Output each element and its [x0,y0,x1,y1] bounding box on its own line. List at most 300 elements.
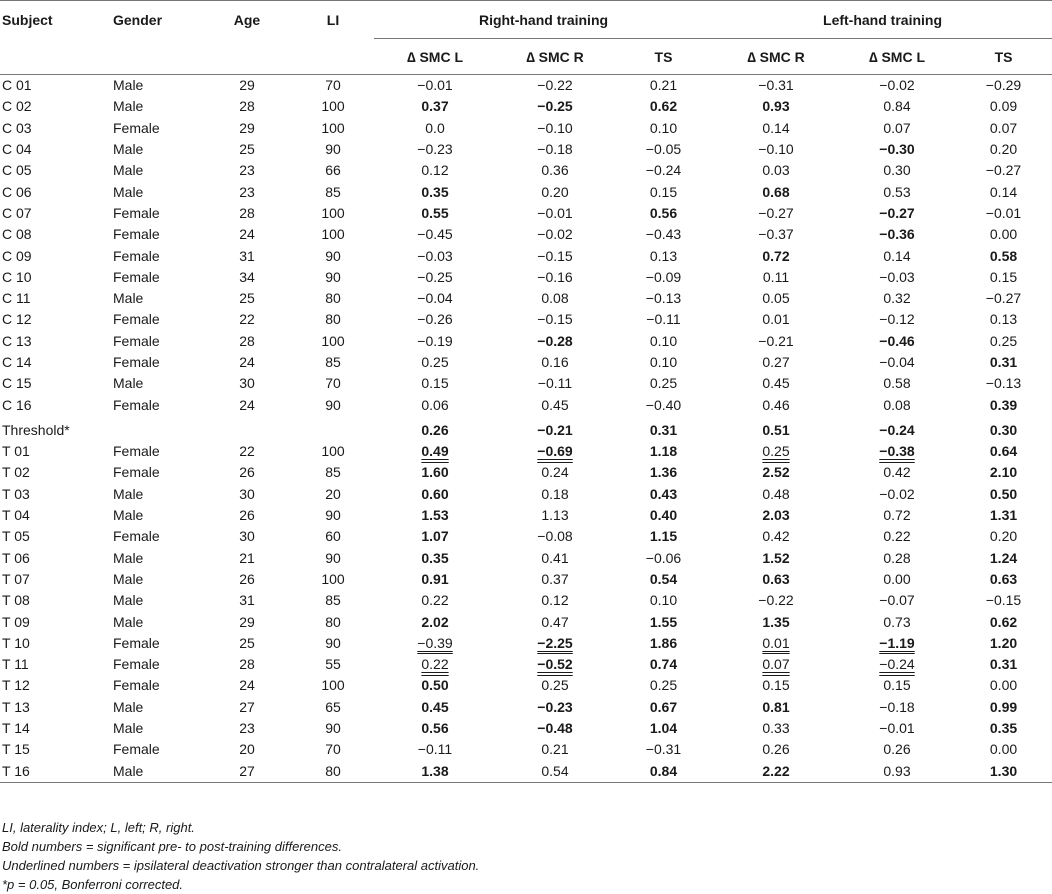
gender-cell: Female [113,119,160,136]
table-row [0,654,1052,675]
value: −0.12 [879,311,915,328]
value-cell [374,96,496,117]
li-cell: 90 [325,634,341,651]
value: 0.35 [421,183,449,200]
value: −0.08 [537,528,573,545]
value-cell [374,462,496,483]
table-row [0,590,1052,611]
gender-cell: Male [113,141,144,158]
value-cell [374,505,496,526]
col-right-delta-smc-r: ∆ SMC R [526,48,584,65]
value: 0.15 [421,375,449,392]
age-cell: 20 [239,741,255,758]
table-row [0,75,1052,97]
table-row [0,526,1052,547]
value-cell [955,331,1052,352]
value: 0.35 [989,720,1018,737]
value: −0.18 [537,141,573,158]
value: −0.23 [537,698,573,715]
value-cell [713,611,839,632]
value: 0.10 [649,354,678,370]
value-cell [614,203,713,224]
li-cell: 66 [325,162,341,179]
table-row [0,224,1052,245]
value-cell [839,484,955,505]
gender-cell: Female [113,204,160,221]
value: −1.19 [879,634,915,651]
value-cell [496,139,614,160]
value-cell [614,96,713,117]
value: 0.45 [541,396,569,413]
gender-cell: Female [113,396,160,413]
value: 0.56 [649,204,678,221]
value-cell [713,675,839,696]
table-row [0,739,1052,760]
gender-cell: Female [113,332,160,349]
li-cell: 20 [325,485,341,502]
value: 0.73 [883,613,911,630]
value-cell [614,505,713,526]
value: 0.56 [421,720,449,737]
value-cell [496,224,614,245]
value: 0.30 [989,421,1018,438]
value: 0.48 [762,485,790,502]
value: 0.27 [762,354,790,370]
value: 0.20 [989,528,1018,545]
value: 0.25 [649,677,678,694]
age-cell: 26 [239,570,255,587]
value-cell [374,611,496,632]
li-cell: 85 [325,354,341,370]
gender-cell: Female [113,247,160,264]
value-cell [839,160,955,181]
value-cell [374,441,496,462]
value: 0.58 [883,375,911,392]
value-cell [614,420,713,441]
value-cell [839,420,955,441]
value-cell [374,352,496,373]
value-cell [374,420,496,441]
value-cell [839,203,955,224]
age-cell: 28 [239,98,255,115]
value-cell [955,611,1052,632]
value: 0.06 [421,396,449,413]
value-cell [614,245,713,266]
age-cell: 31 [239,592,255,609]
value-cell [955,484,1052,505]
table-row [0,118,1052,139]
col-age: Age [233,11,261,28]
value: 0.31 [649,421,678,438]
value: −0.22 [537,77,573,94]
value-cell [713,548,839,569]
gender-cell: Female [113,354,160,370]
value-cell [374,739,496,760]
value: 0.12 [541,592,569,609]
value: −0.04 [417,290,453,307]
gender-cell: Male [113,720,144,737]
value: 0.25 [541,677,569,694]
value-cell [614,160,713,181]
value-cell [713,160,839,181]
value: 0.07 [989,119,1018,136]
value: −0.25 [417,268,453,285]
value: −0.11 [417,741,453,758]
value-cell [955,739,1052,760]
value: 2.02 [421,613,449,630]
value-cell [496,245,614,266]
gender-cell: Female [113,268,160,285]
value: −0.16 [537,268,573,285]
value: −0.01 [879,720,915,737]
value-cell [713,654,839,675]
age-cell: 27 [239,698,255,715]
subject-cell: C 05 [2,162,32,179]
value-cell [614,654,713,675]
subject-cell: C 10 [2,268,32,285]
value: 0.42 [762,528,790,545]
value-cell [496,203,614,224]
value-cell [955,548,1052,569]
value-cell [614,548,713,569]
subject-cell: C 14 [2,354,32,370]
value-cell [614,181,713,202]
value-cell [955,590,1052,611]
value-cell [614,373,713,394]
value-cell [374,118,496,139]
value: −0.03 [879,268,915,285]
value: 1.07 [421,528,449,545]
age-cell: 25 [239,290,255,307]
value: 0.21 [649,77,678,94]
value-cell [839,505,955,526]
value-cell [955,761,1052,783]
value: 1.30 [989,762,1018,779]
threshold-label: Threshold* [2,421,70,438]
value-cell [496,633,614,654]
age-cell: 23 [239,183,255,200]
age-cell: 23 [239,720,255,737]
value: 1.52 [762,549,790,566]
value: 2.52 [762,464,790,481]
li-cell: 90 [325,396,341,413]
value: 0.14 [762,119,790,136]
table-header [0,1,1052,75]
value: −0.06 [645,549,682,566]
col-gender: Gender [113,11,163,28]
footnote-abbreviations: LI, laterality index; L, left; R, right. [2,820,195,835]
footnote-bold: Bold numbers = significant pre- to post-training differences. [2,839,342,854]
value-cell [496,611,614,632]
value-cell [713,203,839,224]
value: 0.62 [649,98,678,115]
value: 0.67 [649,698,678,715]
value: −0.23 [417,141,453,158]
value: −0.40 [645,396,682,413]
value-cell [614,569,713,590]
value-cell [614,441,713,462]
value-cell [496,718,614,739]
value-cell [955,267,1052,288]
value: −0.09 [645,268,682,285]
value-cell [374,245,496,266]
value: −0.21 [537,421,573,438]
value-cell [713,633,839,654]
value-cell [955,420,1052,441]
value-cell [374,633,496,654]
value-cell [713,288,839,309]
subject-cell: T 04 [2,507,30,524]
subject-cell: T 01 [2,443,30,460]
value: −0.48 [537,720,573,737]
value: −0.21 [758,332,794,349]
value: 0.25 [649,375,678,392]
value-cell [374,569,496,590]
age-cell: 24 [239,677,255,694]
value: 1.86 [649,634,678,651]
li-cell: 80 [325,762,341,779]
value-cell [614,462,713,483]
table-row [0,373,1052,394]
value-cell [839,373,955,394]
value: −0.52 [537,656,573,673]
value-cell [496,352,614,373]
gender-cell: Male [113,485,144,502]
value: 1.60 [421,464,449,481]
value-cell [713,118,839,139]
col-right-delta-smc-l: ∆ SMC L [406,48,463,65]
subject-cell: T 13 [2,698,30,715]
value-cell [374,331,496,352]
gender-cell: Female [113,741,160,758]
value: 0.63 [762,570,790,587]
table-row [0,611,1052,632]
value: −0.15 [537,247,573,264]
value-cell [839,590,955,611]
value-cell [496,675,614,696]
value-cell [496,526,614,547]
value-cell [839,526,955,547]
value-cell [713,420,839,441]
value: 0.32 [883,290,911,307]
value: 0.08 [541,290,569,307]
value-cell [614,331,713,352]
value-cell [955,245,1052,266]
value-cell [955,288,1052,309]
table-row [0,352,1052,373]
value-cell [713,245,839,266]
gender-cell: Male [113,290,144,307]
value: 0.84 [883,98,911,115]
value-cell [496,505,614,526]
age-cell: 29 [239,613,255,630]
value-cell [955,675,1052,696]
age-cell: 30 [239,485,255,502]
value: 0.05 [762,290,790,307]
value: 0.58 [989,247,1018,264]
gender-cell: Male [113,375,144,392]
value: 0.49 [421,443,449,460]
value-cell [713,373,839,394]
footnote-threshold: *p = 0.05, Bonferroni corrected. [2,877,184,892]
value: 0.10 [649,332,678,349]
table-row [0,569,1052,590]
value: 0.46 [762,396,790,413]
col-left-ts: TS [994,48,1013,65]
value-cell [374,373,496,394]
value-cell [614,526,713,547]
li-cell: 55 [325,656,341,673]
value: 0.01 [762,634,790,651]
value-cell [839,761,955,783]
value: 1.36 [649,464,678,481]
value-cell [839,352,955,373]
value: −0.03 [417,247,453,264]
li-cell: 65 [325,698,341,715]
value: −0.69 [537,443,573,460]
value: 0.26 [762,741,790,758]
value-cell [496,181,614,202]
col-left-delta-smc-r: ∆ SMC R [747,48,805,65]
value-cell [955,118,1052,139]
value: 0.31 [989,656,1018,673]
value: 0.91 [421,570,449,587]
value: 0.81 [762,698,790,715]
value: 1.53 [421,507,449,524]
subject-cell: C 02 [2,98,32,115]
age-cell: 24 [239,226,255,243]
subject-cell: C 06 [2,183,32,200]
subject-cell: C 09 [2,247,32,264]
subject-cell: T 12 [2,677,30,694]
value: 0.54 [649,570,678,587]
value-cell [955,181,1052,202]
table-row [0,675,1052,696]
subject-cell: T 07 [2,570,30,587]
value-cell [496,267,614,288]
value: −0.04 [879,354,915,370]
value: 1.15 [649,528,678,545]
value: −0.11 [646,311,681,328]
value: 0.42 [883,464,911,481]
value: −0.39 [417,634,453,651]
value: 0.68 [762,183,790,200]
value: −0.02 [879,77,915,94]
value-cell [614,75,713,97]
value-cell [839,718,955,739]
value: 1.24 [989,549,1018,566]
value: 0.00 [989,677,1018,694]
value: 0.07 [762,656,790,673]
value: 2.10 [989,464,1018,481]
value-cell [374,309,496,330]
li-cell: 80 [325,290,341,307]
gender-cell: Female [113,677,160,694]
value: 0.37 [541,570,569,587]
age-cell: 21 [239,549,255,566]
table-row [0,718,1052,739]
li-cell: 85 [325,592,341,609]
value: −0.45 [417,226,453,243]
value: 0.35 [421,549,449,566]
li-cell: 90 [325,268,341,285]
value-cell [839,569,955,590]
value: −0.29 [985,77,1022,94]
value: −0.28 [537,332,573,349]
value: 0.60 [421,485,449,502]
value: 0.01 [762,311,790,328]
subject-cell: C 04 [2,141,32,158]
table-row [0,331,1052,352]
value: −0.38 [879,443,915,460]
value: −2.25 [537,634,573,651]
value: 0.25 [762,443,790,460]
value-cell [374,654,496,675]
col-left-delta-smc-l: ∆ SMC L [868,48,925,65]
table-row [0,697,1052,718]
value: 0.30 [883,162,911,179]
value-cell [839,181,955,202]
li-cell: 80 [325,613,341,630]
value-cell [839,697,955,718]
value-cell [713,181,839,202]
value-cell [614,224,713,245]
value-cell [955,373,1052,394]
li-cell: 60 [325,528,341,545]
value-cell [374,181,496,202]
value-cell [374,548,496,569]
age-cell: 29 [239,119,255,136]
value: −0.36 [879,226,915,243]
table-row [0,761,1052,783]
value: 0.64 [989,443,1018,460]
value-cell [496,160,614,181]
value: 0.53 [883,183,911,200]
value: −0.31 [758,77,794,94]
value-cell [614,675,713,696]
age-cell: 23 [239,162,255,179]
subject-cell: T 09 [2,613,30,630]
value: 0.15 [649,183,678,200]
value-cell [614,394,713,415]
value: −0.24 [645,162,682,179]
value-cell [713,441,839,462]
value: 1.13 [541,507,569,524]
value-cell [955,697,1052,718]
value-cell [374,394,496,415]
subject-cell: C 15 [2,375,32,392]
table-row [0,245,1052,266]
value: 0.25 [421,354,449,370]
value-cell [496,118,614,139]
value-cell [839,633,955,654]
value: 0.93 [883,762,911,779]
value: 0.11 [762,268,790,285]
value: 0.45 [421,698,449,715]
li-cell: 80 [325,311,341,328]
subject-cell: T 02 [2,464,30,481]
age-cell: 34 [239,268,255,285]
value: 0.41 [541,549,569,566]
value: 0.24 [541,464,569,481]
value-cell [713,526,839,547]
subject-cell: T 11 [2,656,29,673]
subject-cell: C 01 [2,77,32,94]
value-cell [374,484,496,505]
subject-cell: C 16 [2,396,32,413]
value: 0.21 [541,741,569,758]
value-cell [955,526,1052,547]
